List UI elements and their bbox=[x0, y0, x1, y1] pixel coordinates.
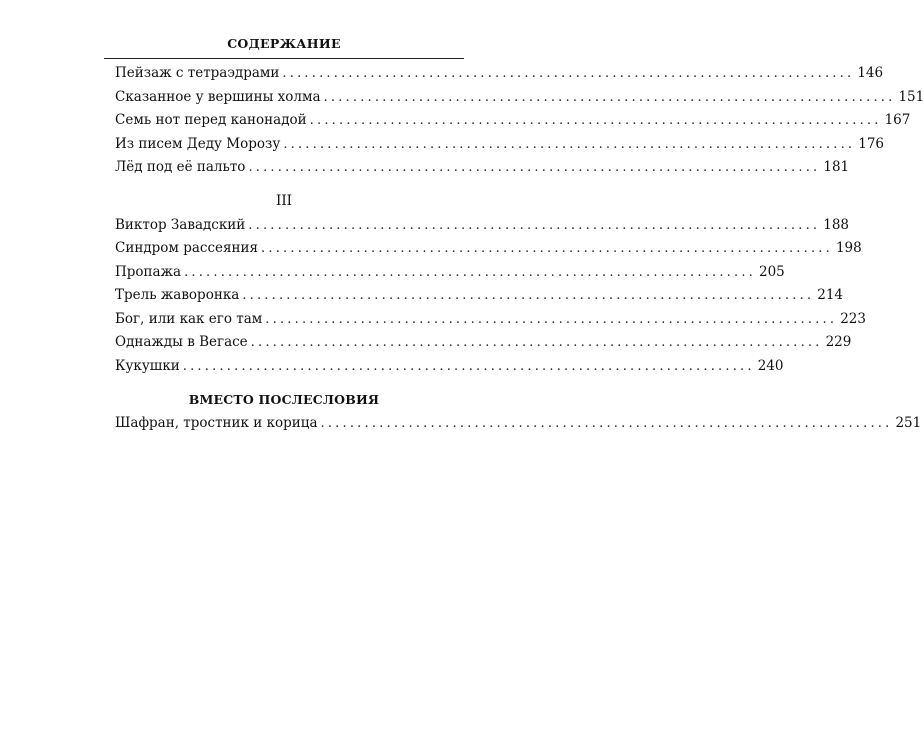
toc-entry bbox=[115, 238, 862, 258]
toc-entry-title: Шафран, тростник и корица bbox=[115, 415, 318, 431]
toc-entry-page: 214 bbox=[817, 287, 844, 303]
toc-entry-title: Сказанное у вершины холма bbox=[115, 89, 321, 105]
toc-entry-page: 240 bbox=[757, 358, 784, 374]
toc-entry bbox=[115, 215, 850, 235]
dot-leader: .............................................................................. bbox=[320, 416, 893, 431]
toc-entry-page: 188 bbox=[823, 217, 850, 233]
toc-entry-page: 251 bbox=[895, 415, 922, 431]
toc-entry-page: 167 bbox=[884, 112, 911, 128]
dot-leader: .............................................................................. bbox=[282, 66, 855, 81]
toc-entry-title: Однажды в Вегасе bbox=[115, 334, 248, 350]
toc-entry bbox=[115, 285, 844, 305]
dot-leader: .............................................................................. bbox=[283, 137, 856, 152]
toc-entry bbox=[115, 413, 922, 433]
toc-entry bbox=[115, 262, 785, 282]
toc-entry-title: Лёд под её пальто bbox=[115, 159, 246, 175]
dot-leader: .............................................................................. bbox=[265, 312, 838, 327]
toc-entry-page: 205 bbox=[758, 264, 785, 280]
toc-entry bbox=[115, 332, 852, 352]
page-title: СОДЕРЖАНИЕ bbox=[227, 36, 341, 51]
toc-entry-title: Бог, или как его там bbox=[115, 311, 263, 327]
toc-entry-title: Семь нот перед канонадой bbox=[115, 112, 307, 128]
dot-leader: .............................................................................. bbox=[323, 90, 896, 105]
dot-leader: .............................................................................. bbox=[309, 113, 882, 128]
toc-entry-title: Синдром рассеяния bbox=[115, 240, 259, 256]
dot-leader: .............................................................................. bbox=[184, 265, 756, 280]
toc-entry-page: 223 bbox=[840, 311, 866, 327]
dot-leader: .............................................................................. bbox=[242, 288, 815, 303]
dot-leader: .............................................................................. bbox=[182, 359, 755, 374]
toc-entry-page: 176 bbox=[858, 136, 885, 152]
toc-entry bbox=[115, 87, 924, 107]
toc-entry-title: Пейзаж с тетраэдрами bbox=[115, 65, 280, 81]
toc-entry-title: Из писем Деду Морозу bbox=[115, 136, 281, 152]
toc-entry-title: Пропажа bbox=[115, 264, 182, 280]
toc-entry bbox=[115, 63, 884, 83]
toc-entry-page: 151 bbox=[898, 89, 924, 105]
toc-entry-title: Кукушки bbox=[115, 358, 180, 374]
toc-entry-title: Виктор Завадский bbox=[115, 217, 246, 233]
dot-leader: .............................................................................. bbox=[250, 335, 823, 350]
running-header bbox=[104, 32, 464, 59]
afterword-heading: ВМЕСТО ПОСЛЕСЛОВИЯ bbox=[188, 392, 380, 407]
dot-leader: .............................................................................. bbox=[248, 160, 821, 175]
toc-entry bbox=[115, 356, 784, 376]
toc-entry bbox=[115, 157, 850, 177]
toc-entry-page: 181 bbox=[823, 159, 850, 175]
section-heading: III bbox=[276, 193, 292, 209]
toc-entry-page: 198 bbox=[835, 240, 862, 256]
dot-leader: .............................................................................. bbox=[248, 218, 821, 233]
toc-entry bbox=[115, 134, 885, 154]
toc-entry bbox=[115, 309, 866, 329]
dot-leader: .............................................................................. bbox=[261, 241, 833, 256]
toc-entry-page: 146 bbox=[857, 65, 884, 81]
toc-entry bbox=[115, 110, 911, 130]
toc-entry-page: 229 bbox=[825, 334, 852, 350]
toc-entry-title: Трель жаворонка bbox=[115, 287, 240, 303]
